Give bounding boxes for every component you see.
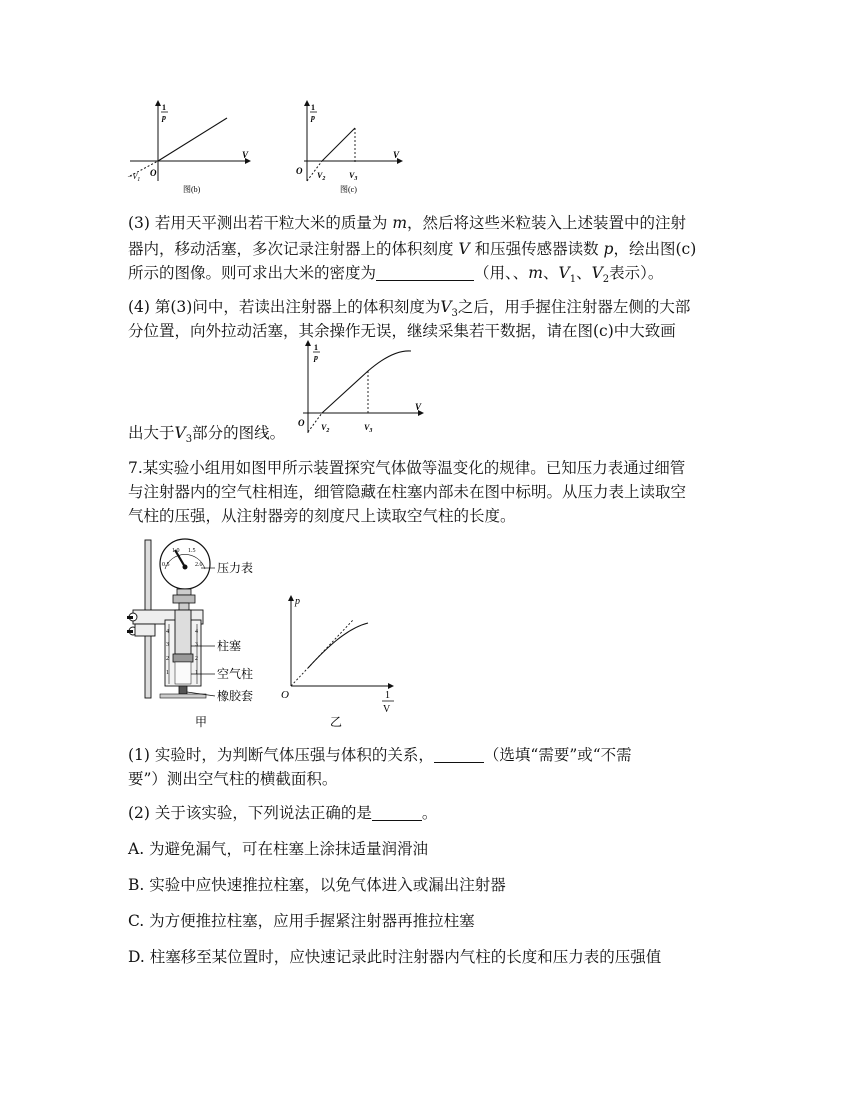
- answer-blank[interactable]: [376, 264, 474, 281]
- v2-label: $V_2$: [317, 171, 326, 182]
- air-column-label: 空气柱: [217, 667, 254, 681]
- q4-line-2: 分位置，向外拉动活塞，其余操作无误，继续采集若干数据，请在图(c)中大致画: [128, 322, 676, 340]
- x-label-num: 1: [385, 690, 390, 701]
- q7-line-2: 与注射器内的空气柱相连，细管隐藏在柱塞内部未在图中标明。从压力表上读取空: [128, 483, 687, 501]
- option-c[interactable]: C. 为方便推拉柱塞，应用手握紧注射器再推拉柱塞: [128, 912, 475, 930]
- x-label: V: [393, 150, 400, 160]
- q7-2-line: (2) 关于该实验，下列说法正确的是 。: [128, 804, 438, 822]
- answer-blank[interactable]: [434, 746, 484, 763]
- q3-line-1: (3) 若用天平测出若干粒大米的质量为 m，然后将这些米粒装入上述装置中的注射: [128, 214, 687, 232]
- origin-label: O: [281, 689, 289, 701]
- dial-mark-1: 1.0: [172, 548, 180, 554]
- curve: [322, 351, 411, 413]
- caption-yi: 乙: [330, 715, 343, 729]
- graph-line: [322, 128, 355, 161]
- caption-c: 图(c): [340, 185, 357, 194]
- dial-mark-20: 2.0: [195, 562, 203, 568]
- neg-v1-label: $-V_1$: [127, 172, 141, 183]
- y-label-num: 1: [314, 343, 318, 352]
- scale-4: 4: [166, 629, 169, 635]
- figure-apparatus: [125, 536, 275, 734]
- scale-3: 3: [195, 642, 198, 648]
- answer-blank[interactable]: [372, 804, 422, 821]
- dashed-extension: [308, 413, 322, 432]
- y-label-den: p: [314, 353, 318, 362]
- air-column: [175, 662, 191, 684]
- gauge-label: 压力表: [217, 561, 254, 575]
- q7-1-line-2: 要”）测出空气柱的横截面积。: [128, 770, 338, 788]
- figure-c: [292, 96, 417, 196]
- rubber-cap: [179, 686, 187, 694]
- curve: [308, 623, 368, 668]
- scale-1: 1: [166, 670, 169, 676]
- origin-label: O: [298, 418, 305, 428]
- scale-2: 2: [195, 656, 198, 662]
- figure-b: [125, 96, 260, 196]
- plunger-label: 柱塞: [217, 639, 242, 653]
- q7-line-1: 7.某实验小组用如图甲所示装置探究气体做等温变化的规律。已知压力表通过细管: [128, 459, 686, 477]
- q7-1-line-1: (1) 实验时，为判断气体压强与体积的关系， （选填“需要”或“不需: [128, 746, 632, 764]
- option-d[interactable]: D. 柱塞移至某位置时，应快速记录此时注射器内气柱的长度和压力表的压强值: [128, 948, 662, 966]
- scale-3: 3: [166, 642, 169, 648]
- dial-mark-15: 1.5: [188, 548, 196, 554]
- caption-b: 图(b): [183, 185, 201, 194]
- q3-line-2: 器内，移动活塞，多次记录注射器上的体积刻度 V 和压强传感器读数 p，绘出图(c): [128, 240, 697, 258]
- v2-label: $V_2$: [321, 423, 330, 434]
- y-label-num: 1: [311, 103, 315, 112]
- origin-label: O: [150, 168, 157, 178]
- option-a[interactable]: A. 为避免漏气，可在柱塞上涂抹适量润滑油: [128, 840, 429, 858]
- dial-mark-05: 0.5: [162, 562, 170, 568]
- figure-q4: [293, 338, 433, 438]
- x-label: V: [242, 150, 249, 160]
- scale-4: 4: [195, 629, 198, 635]
- x-label: V: [415, 402, 422, 412]
- plunger: [175, 610, 191, 654]
- origin-label: O: [296, 166, 303, 176]
- figure-yi: [278, 590, 408, 738]
- y-label-den: p: [311, 113, 315, 122]
- q4-line-3: 出大于$V_3$部分的图线。: [128, 424, 286, 446]
- y-label-num: 1: [162, 103, 166, 112]
- q3-line-3: 所示的图像。则可求出大米的密度为 （用、、m、$V_1$、$V_2$表示）。: [128, 264, 664, 286]
- q7-line-3: 气柱的压强，从注射器旁的刻度尺上读取空气柱的长度。: [128, 507, 516, 525]
- caption-jia: 甲: [195, 715, 208, 729]
- x-label-den: V: [383, 704, 391, 715]
- option-b[interactable]: B. 实验中应快速推拉柱塞，以免气体进入或漏出注射器: [128, 876, 506, 894]
- y-label-den: p: [162, 113, 166, 122]
- rubber-cap-label: 橡胶套: [217, 689, 254, 703]
- v3-label: $V_3$: [364, 423, 373, 434]
- scale-2: 2: [166, 656, 169, 662]
- scale-1: 1: [195, 670, 198, 676]
- y-label: p: [295, 596, 300, 607]
- graph-line: [158, 118, 227, 161]
- v3-label: $V_3$: [349, 171, 358, 182]
- q4-line-1: (4) 第(3)问中，若读出注射器上的体积刻度为$V_3$之后，用手握住注射器左侧的大部: [128, 298, 691, 320]
